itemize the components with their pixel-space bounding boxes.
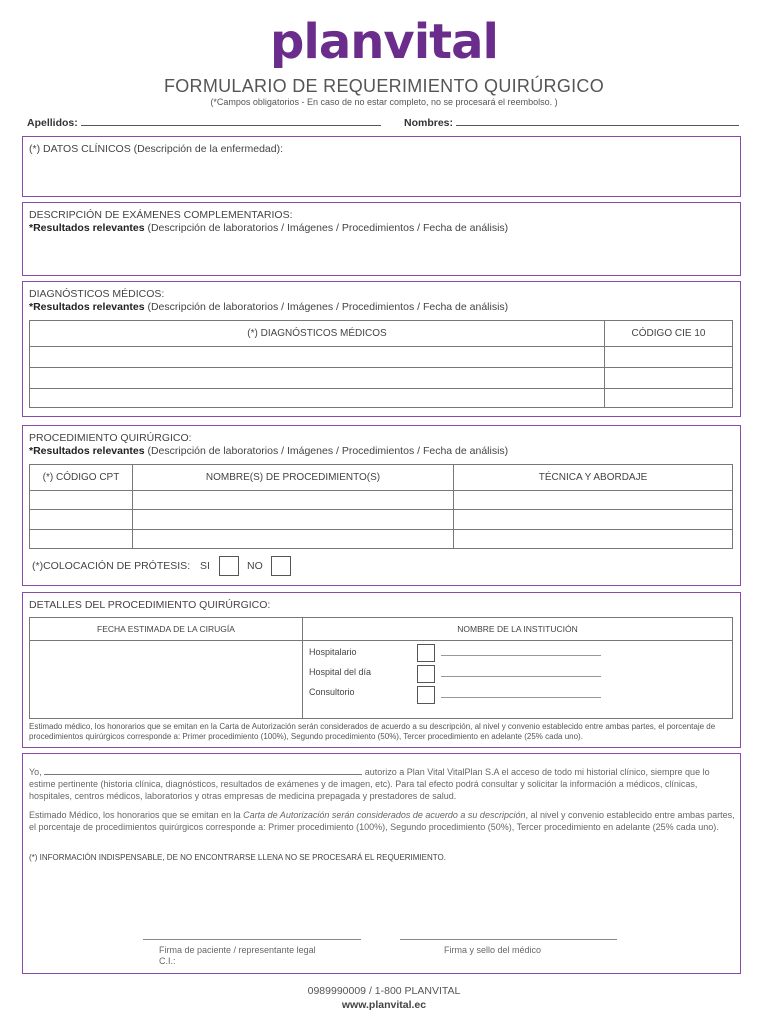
tecnica-header: TÉCNICA Y ABORDAJE: [454, 465, 733, 491]
protesis-no-checkbox[interactable]: [271, 556, 291, 576]
table-row[interactable]: [30, 491, 733, 510]
honorarios-text-a: Estimado Médico, los honorarios que se emitan en la: [29, 810, 244, 820]
fecha-cell[interactable]: [30, 641, 303, 719]
procedimiento-table: [29, 464, 733, 549]
nombres-label: Nombres:: [404, 117, 454, 129]
honorarios-text: [29, 809, 735, 833]
detalles-box: [22, 592, 741, 748]
detalles-title: DETALLES DEL PROCEDIMIENTO QUIRÚRGICO:: [29, 599, 271, 611]
firma-medico-line[interactable]: [400, 939, 617, 940]
consultorio-checkbox[interactable]: [417, 686, 435, 704]
table-row[interactable]: [30, 530, 733, 549]
opt-hospital-dia-label: Hospital del día: [309, 667, 372, 677]
firma-paciente-line[interactable]: [143, 939, 361, 940]
procedimiento-subtitle: [29, 445, 508, 458]
protesis-si-label: SI: [200, 560, 210, 572]
apellidos-line: [81, 116, 381, 126]
diagnosticos-header: (*) DIAGNÓSTICOS MÉDICOS: [30, 321, 605, 347]
table-row[interactable]: [30, 347, 733, 368]
planvital-logo: planvital: [270, 14, 498, 70]
form-subtitle: (*Campos obligatorios - En caso de no estar completo, no se procesará el reembolso. ): [210, 97, 558, 107]
ci-label: C.I.:: [159, 956, 176, 966]
datos-clinicos-box[interactable]: [22, 136, 741, 197]
hospitalario-line: [441, 655, 601, 656]
protesis-si-checkbox[interactable]: [219, 556, 239, 576]
examenes-box[interactable]: [22, 202, 741, 276]
table-row[interactable]: [30, 368, 733, 389]
apellidos-field[interactable]: [27, 116, 381, 129]
procedimiento-box: [22, 425, 741, 586]
honorarios-text-b: , al nivel y convenio establecido entre ambas partes, el porcentaje de procedimientos quirúrgicos corresponde a: Primer procedimiento (100%), Segundo procedimiento (50%), Tercer procedimiento en adelante (25% cada uno).: [29, 810, 735, 832]
datos-clinicos-label: (*) DATOS CLÍNICOS (Descripción de la enfermedad):: [29, 143, 284, 155]
table-row[interactable]: [30, 389, 733, 408]
hospital-dia-checkbox[interactable]: [417, 665, 435, 683]
diagnosticos-table: [29, 320, 733, 408]
opt-consultorio-label: Consultorio: [309, 687, 355, 697]
firma-paciente-label: Firma de paciente / representante legal: [159, 945, 316, 955]
diagnosticos-title: DIAGNÓSTICOS MÉDICOS:: [29, 288, 165, 300]
table-row[interactable]: [30, 510, 733, 530]
examenes-rest: (Descripción de laboratorios / Imágenes / Procedimientos / Fecha de análisis): [144, 222, 509, 234]
detalles-table: [29, 617, 733, 719]
institucion-header: NOMBRE DE LA INSTITUCIÓN: [303, 618, 733, 641]
apellidos-label: Apellidos:: [27, 117, 78, 129]
hospitalario-checkbox[interactable]: [417, 644, 435, 662]
honorarios-note: Estimado médico, los honorarios que se emitan en la Carta de Autorización serán considerados de acuerdo a su descripción, al nivel y convenio establecido entre ambas partes, el porcentaje de procedimientos quirúrgicos corresponde a: Primer procedimiento (100%), Segundo procedimiento (50%), Tercer procedimiento en adelante (25% cada uno).: [29, 722, 716, 741]
examenes-bold: *Resultados relevantes: [29, 222, 145, 234]
diagnosticos-rest: (Descripción de laboratorios / Imágenes / Procedimientos / Fecha de análisis): [144, 301, 509, 313]
examenes-subtitle: [29, 222, 508, 235]
diagnosticos-bold: *Resultados relevantes: [29, 301, 145, 313]
autorizacion-text: [29, 766, 735, 802]
autorizacion-box: [22, 753, 741, 974]
footer-phone: 0989990009 / 1-800 PLANVITAL: [307, 985, 461, 997]
nombres-line: [456, 116, 739, 126]
autorizacion-body: autorizo a Plan Vital VitalPlan S.A el acceso de todo mi historial clínico, siempre que lo estime pertinente (historia clínica, diagnósticos, resultados de exámenes y de imagen, etc). Para tal efecto podrá consultar y solicitar la información a médicos, clínicas, hospitales, centros médicos, laboratorios y otras empresas de medicina prepagada y prestadores de salud.: [29, 767, 710, 801]
institucion-cell: [303, 641, 733, 719]
form-title: FORMULARIO DE REQUERIMIENTO QUIRÚRGICO: [163, 76, 605, 96]
firma-medico-label: Firma y sello del médico: [444, 945, 542, 955]
cpt-header: (*) CÓDIGO CPT: [30, 465, 133, 491]
yo-label: Yo,: [29, 767, 42, 777]
honorarios-text-italic: Carta de Autorización serán considerados de acuerdo a su descripción: [243, 810, 526, 820]
warning-text: (*) INFORMACIÓN INDISPENSABLE, DE NO ENCONTRARSE LLENA NO SE PROCESARÁ EL REQUERIMIENTO.: [29, 853, 446, 862]
nombre-procedimiento-header: NOMBRE(S) DE PROCEDIMIENTO(S): [133, 465, 454, 491]
footer-web[interactable]: www.planvital.ec: [341, 999, 427, 1011]
diagnosticos-subtitle: [29, 301, 508, 314]
yo-name-line[interactable]: [44, 766, 362, 775]
examenes-title: DESCRIPCIÓN DE EXÁMENES COMPLEMENTARIOS:: [29, 209, 293, 221]
cie10-header: CÓDIGO CIE 10: [605, 321, 733, 347]
procedimiento-title: PROCEDIMIENTO QUIRÚRGICO:: [29, 432, 192, 444]
consultorio-line: [441, 697, 601, 698]
hospital-dia-line: [441, 676, 601, 677]
opt-hospitalario-label: Hospitalario: [309, 647, 357, 657]
protesis-no-label: NO: [247, 560, 263, 572]
protesis-label: (*)COLOCACIÓN DE PRÓTESIS:: [32, 560, 191, 572]
procedimiento-bold: *Resultados relevantes: [29, 445, 145, 457]
procedimiento-rest: (Descripción de laboratorios / Imágenes / Procedimientos / Fecha de análisis): [144, 445, 509, 457]
nombres-field[interactable]: [404, 116, 739, 129]
diagnosticos-box: [22, 281, 741, 417]
fecha-header: FECHA ESTIMADA DE LA CIRUGÍA: [30, 618, 303, 641]
